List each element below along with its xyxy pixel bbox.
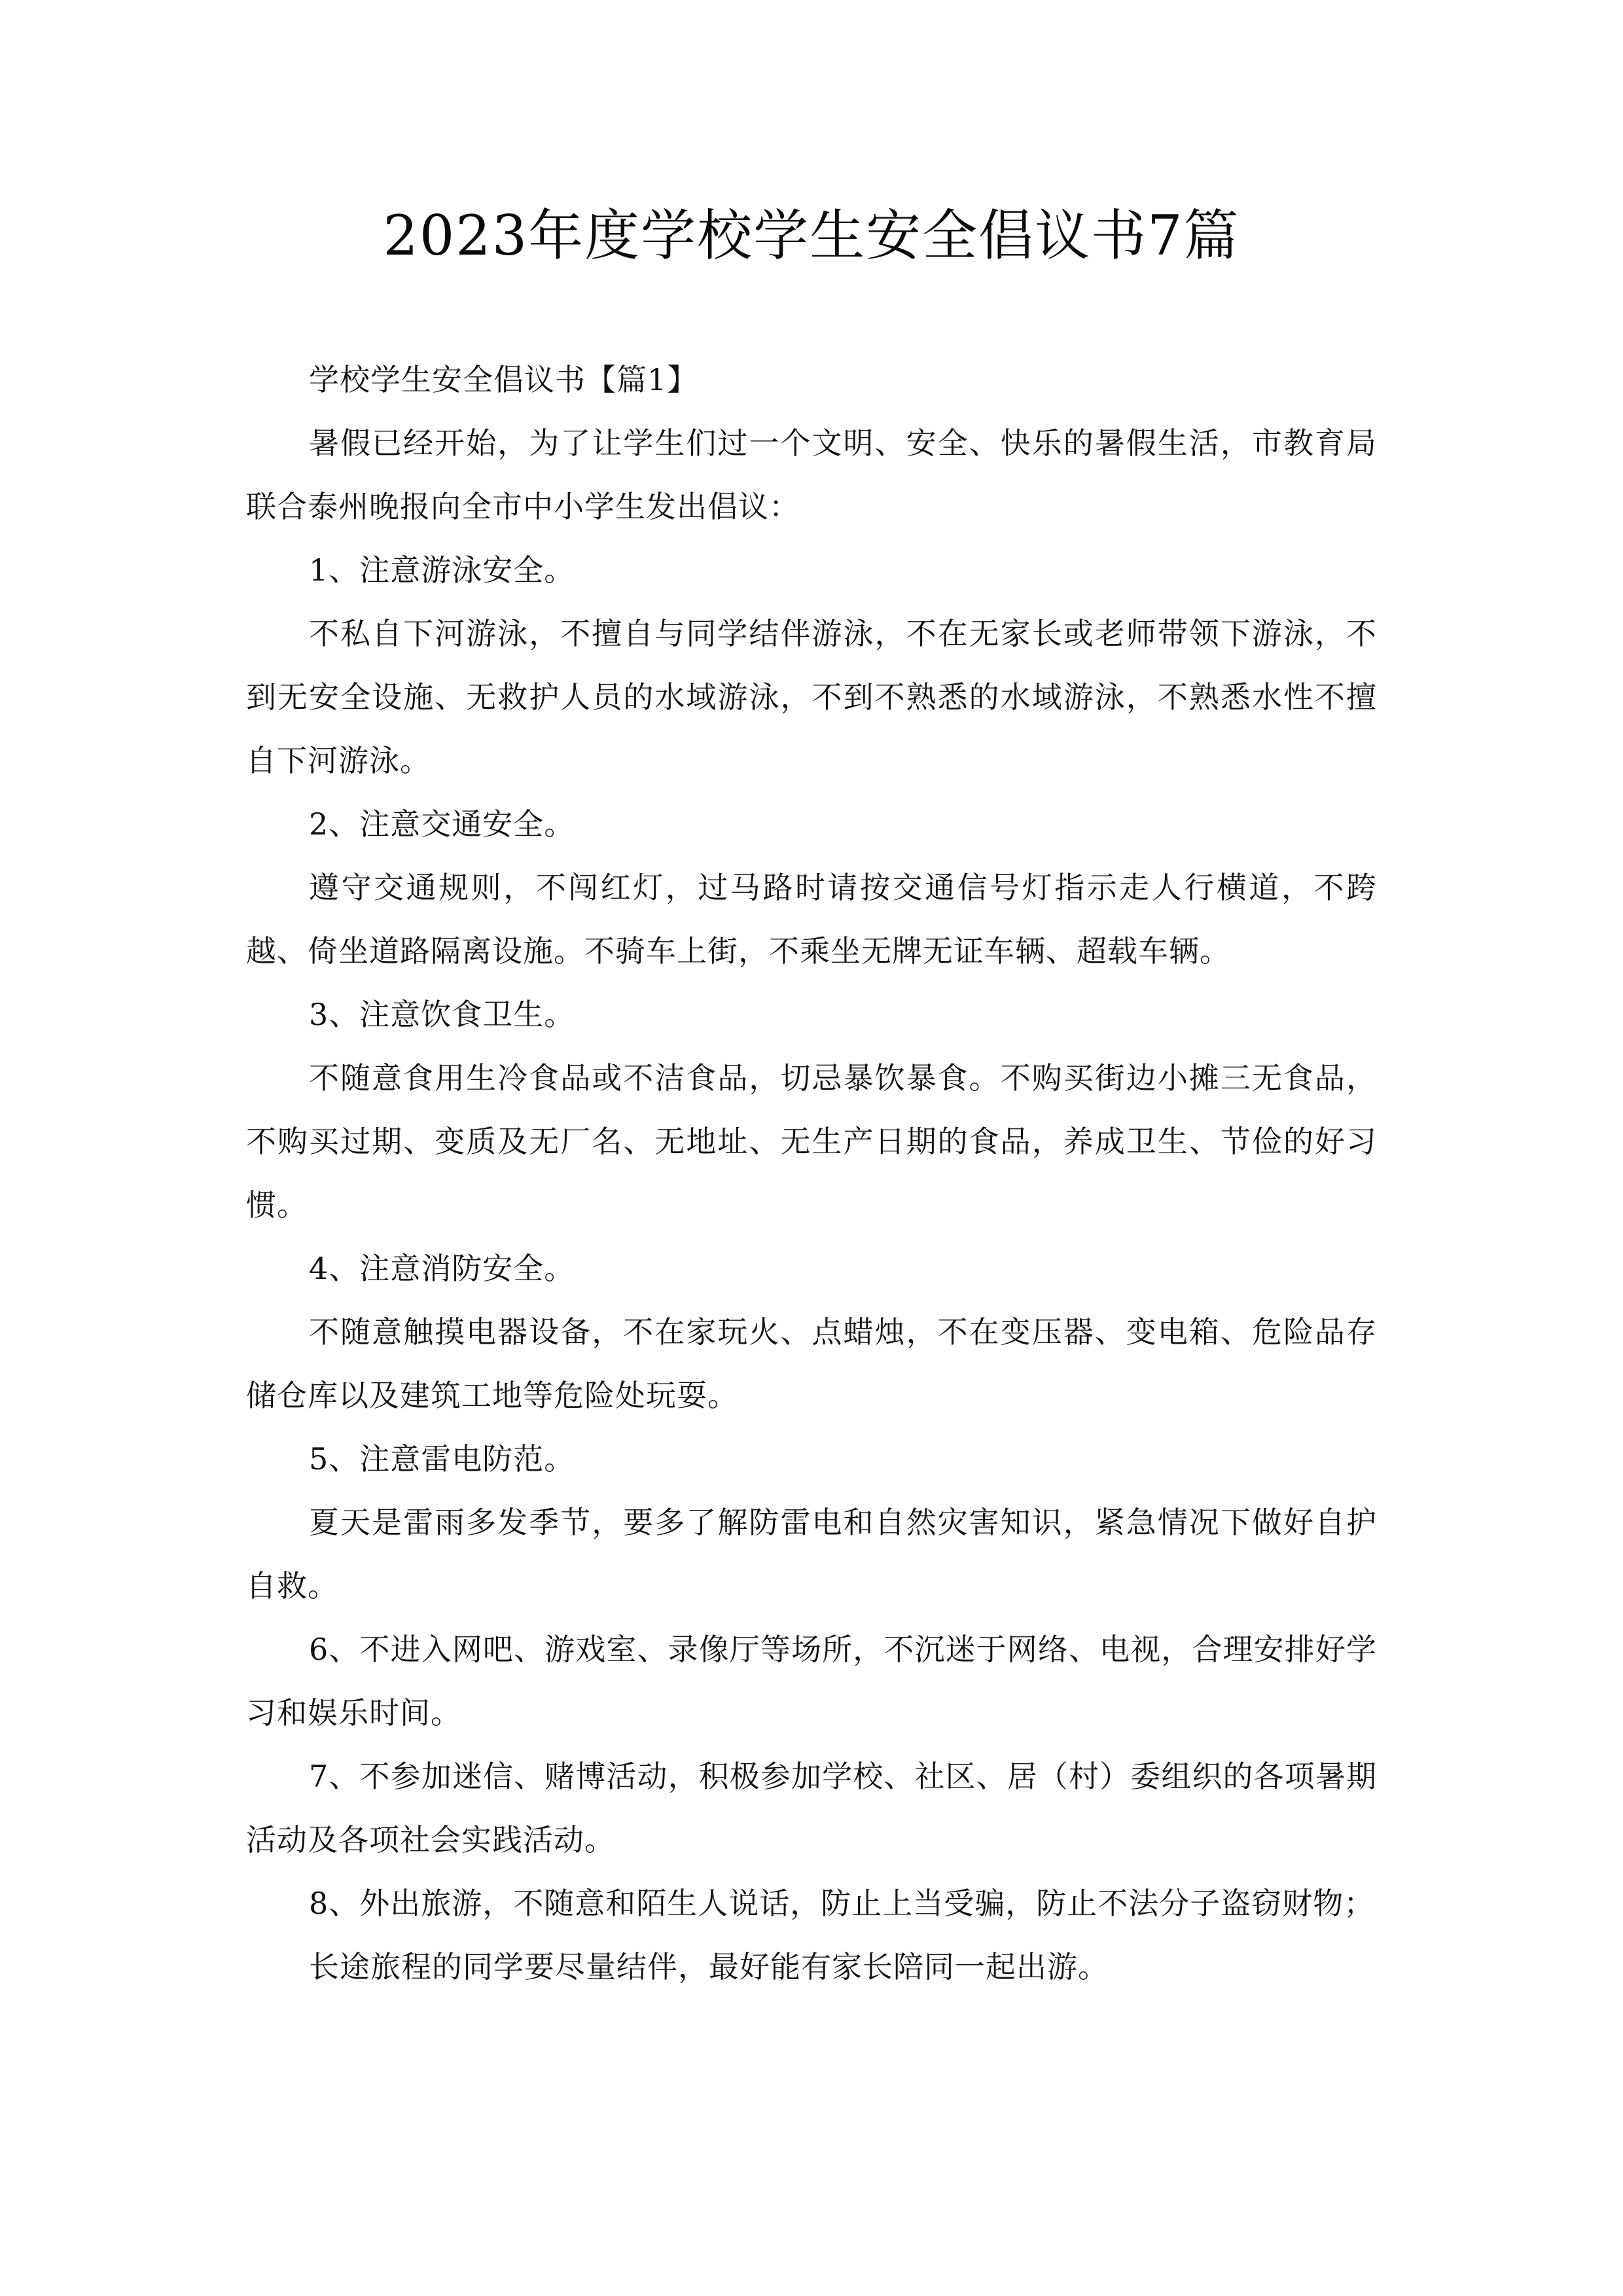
item-travel: 8、外出旅游，不随意和陌生人说话，防止上当受骗，防止不法分子盗窃财物； [309, 1886, 1375, 1921]
paragraph-travel: 长途旅程的同学要尽量结伴，最好能有家长陪同一起出游。 [309, 1949, 1109, 1984]
paragraph-fire: 不随意触摸电器设备，不在家玩火、点蜡烛，不在变压器、变电箱、危险品存储仓库以及建筑工地等危险处玩耍。 [246, 1314, 1377, 1413]
item-heading-lightning: 5、注意雷电防范。 [309, 1441, 575, 1477]
section-heading: 学校学生安全倡议书【篇1】 [309, 362, 698, 397]
item-heading-food: 3、注意饮食卫生。 [309, 997, 575, 1032]
paragraph-lightning: 夏天是雷雨多发季节，要多了解防雷电和自然灾害知识，紧急情况下做好自护自救。 [246, 1505, 1377, 1604]
paragraph-food: 不随意食用生冷食品或不洁食品，切忌暴饮暴食。不购买街边小摊三无食品，不购买过期、变质及无厂名、无地址、无生产日期的食品，养成卫生、节俭的好习惯。 [246, 1060, 1377, 1223]
paragraph-swimming: 不私自下河游泳，不擅自与同学结伴游泳，不在无家长或老师带领下游泳，不到无安全设施、无救护人员的水域游泳，不到不熟悉的水域游泳，不熟悉水性不擅自下河游泳。 [246, 616, 1377, 778]
document-title: 2023年度学校学生安全倡议书7篇 [383, 204, 1240, 268]
paragraph-traffic: 遵守交通规则，不闯红灯，过马路时请按交通信号灯指示走人行横道，不跨越、倚坐道路隔离设施。不骑车上街，不乘坐无牌无证车辆、超载车辆。 [246, 870, 1377, 969]
document-body [246, 348, 1377, 1999]
item-gambling: 7、不参加迷信、赌博活动，积极参加学校、社区、居（村）委组织的各项暑期活动及各项社会实践活动。 [246, 1759, 1377, 1857]
item-heading-fire: 4、注意消防安全。 [309, 1251, 575, 1286]
intro-paragraph: 暑假已经开始，为了让学生们过一个文明、安全、快乐的暑假生活，市教育局联合泰州晚报向全市中小学生发出倡议： [246, 425, 1377, 524]
item-heading-swimming: 1、注意游泳安全。 [309, 552, 575, 588]
item-heading-traffic: 2、注意交通安全。 [309, 806, 575, 842]
item-internet-cafe: 6、不进入网吧、游戏室、录像厅等场所，不沉迷于网络、电视，合理安排好学习和娱乐时间。 [246, 1632, 1377, 1731]
